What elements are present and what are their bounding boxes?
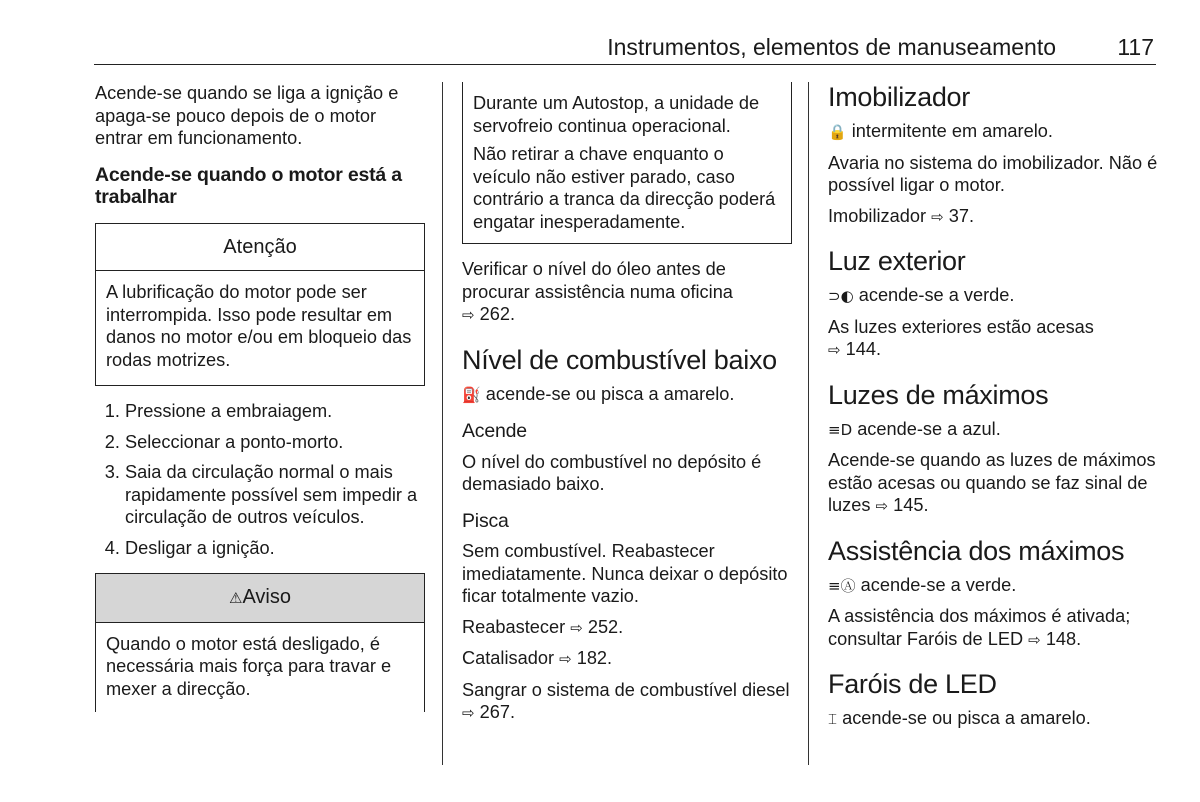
- paragraph: 🔒 intermitente em amarelo.: [828, 121, 1053, 141]
- reference-arrow-icon: ⇨: [875, 497, 889, 515]
- paragraph: As luzes exteriores estão acesas ⇨ 144.: [828, 316, 1094, 359]
- paragraph: A assistência dos máximos é ativada; consultar Faróis de LED ⇨ 148.: [828, 606, 1131, 649]
- column-3: [828, 82, 1163, 739]
- paragraph: Sem combustível. Reabastecer imediatamente. Nunca deixar o depósito ficar totalmente vazio.: [462, 541, 788, 606]
- warning-triangle-icon: ⚠: [229, 589, 243, 607]
- high-beam-icon: ≡D: [828, 420, 853, 439]
- section-heading: Imobilizador: [828, 82, 970, 112]
- reference-line: Catalisador ⇨ 182.: [462, 648, 613, 668]
- column-1: [95, 82, 425, 726]
- paragraph: Verificar o nível do óleo antes de procurar assistência numa oficina ⇨ 262.: [462, 259, 733, 324]
- list-item: 1. Pressione a embraiagem.: [125, 400, 425, 423]
- list-item: 3. Saia da circulação normal o mais rapidamente possível sem impedir a circulação de outros veículos.: [125, 461, 425, 529]
- note-paragraph: Não retirar a chave enquanto o veículo não estiver parado, caso contrário a tranca da direcção poderá engatar inesperadamente.: [473, 144, 776, 232]
- paragraph: Avaria no sistema do imobilizador. Não é possível ligar o motor.: [828, 152, 1158, 195]
- column-divider: [808, 82, 809, 765]
- reference-arrow-icon: ⇨: [559, 650, 572, 668]
- reference-arrow-icon: ⇨: [828, 341, 841, 359]
- column-divider: [442, 82, 443, 765]
- paragraph: ⊃◐ acende-se a verde.: [828, 285, 1015, 305]
- led-headlight-icon: ⌶: [828, 710, 838, 728]
- reference-arrow-icon: ⇨: [570, 618, 583, 637]
- paragraph: ⌶ acende-se ou pisca a amarelo.: [828, 708, 1091, 728]
- section-heading: Luzes de máximos: [828, 379, 1049, 410]
- section-heading: Assistência dos máximos: [828, 535, 1125, 566]
- page-reference: 262.: [479, 304, 516, 324]
- reference-line: Reabastecer ⇨ 252.: [462, 616, 624, 637]
- fuel-pump-icon: ⛽: [462, 385, 481, 404]
- subheading: Acende: [462, 420, 527, 442]
- warning-title: ⚠Aviso: [96, 574, 424, 623]
- paragraph: Acende-se quando se liga a ignição e apaga-se pouco depois de o motor entrar em funcionamento.: [95, 83, 399, 148]
- paragraph: Acende-se quando as luzes de máximos estão acesas ou quando se faz sinal de luzes ⇨ 145.: [828, 450, 1156, 515]
- high-beam-assist-icon: ≡Ⓐ: [828, 576, 856, 595]
- immobilizer-icon: 🔒: [828, 123, 847, 141]
- reference-arrow-icon: ⇨: [462, 704, 475, 722]
- section-heading: Luz exterior: [828, 246, 966, 276]
- warning-body: Quando o motor está desligado, é necessária mais força para travar e mexer a direcção.: [106, 633, 392, 699]
- reference-line: Imobilizador ⇨ 37.: [828, 205, 975, 226]
- column-2: [462, 82, 792, 733]
- warning-box: [95, 573, 425, 712]
- paragraph: ≡Ⓐ acende-se a verde.: [828, 574, 1017, 595]
- list-item: 4. Desligar a ignição.: [125, 537, 425, 560]
- note-paragraph: Durante um Autostop, a unidade de servofreio continua operacional.: [473, 93, 760, 136]
- subheading: Acende-se quando o motor está a trabalhar: [95, 163, 402, 208]
- list-item: 2. Seleccionar a ponto-morto.: [125, 431, 425, 454]
- paragraph: ⛽ acende-se ou pisca a amarelo.: [462, 383, 735, 404]
- reference-arrow-icon: ⇨: [462, 306, 475, 324]
- page-header: [94, 30, 1156, 65]
- attention-box: [95, 223, 425, 387]
- section-heading: Nível de combustível baixo: [462, 344, 777, 375]
- steps-list: [95, 400, 425, 559]
- exterior-light-icon: ⊃◐: [828, 287, 854, 305]
- reference-line: Sangrar o sistema de combustível diesel ⇨ 267.: [462, 679, 790, 722]
- attention-body: A lubrificação do motor pode ser interrompida. Isso pode resultar em danos no motor e/ou em bloqueio das rodas motrizes.: [106, 282, 412, 370]
- attention-title: Atenção: [96, 224, 424, 272]
- section-heading: Faróis de LED: [828, 669, 997, 699]
- note-box: [462, 82, 792, 244]
- reference-arrow-icon: ⇨: [931, 207, 944, 226]
- paragraph: ≡D acende-se a azul.: [828, 418, 1001, 439]
- subheading: Pisca: [462, 509, 509, 532]
- paragraph: O nível do combustível no depósito é demasiado baixo.: [462, 451, 762, 494]
- reference-arrow-icon: ⇨: [1028, 630, 1041, 649]
- page-number: 117: [1117, 34, 1154, 60]
- section-title: Instrumentos, elementos de manuseamento: [607, 34, 1056, 60]
